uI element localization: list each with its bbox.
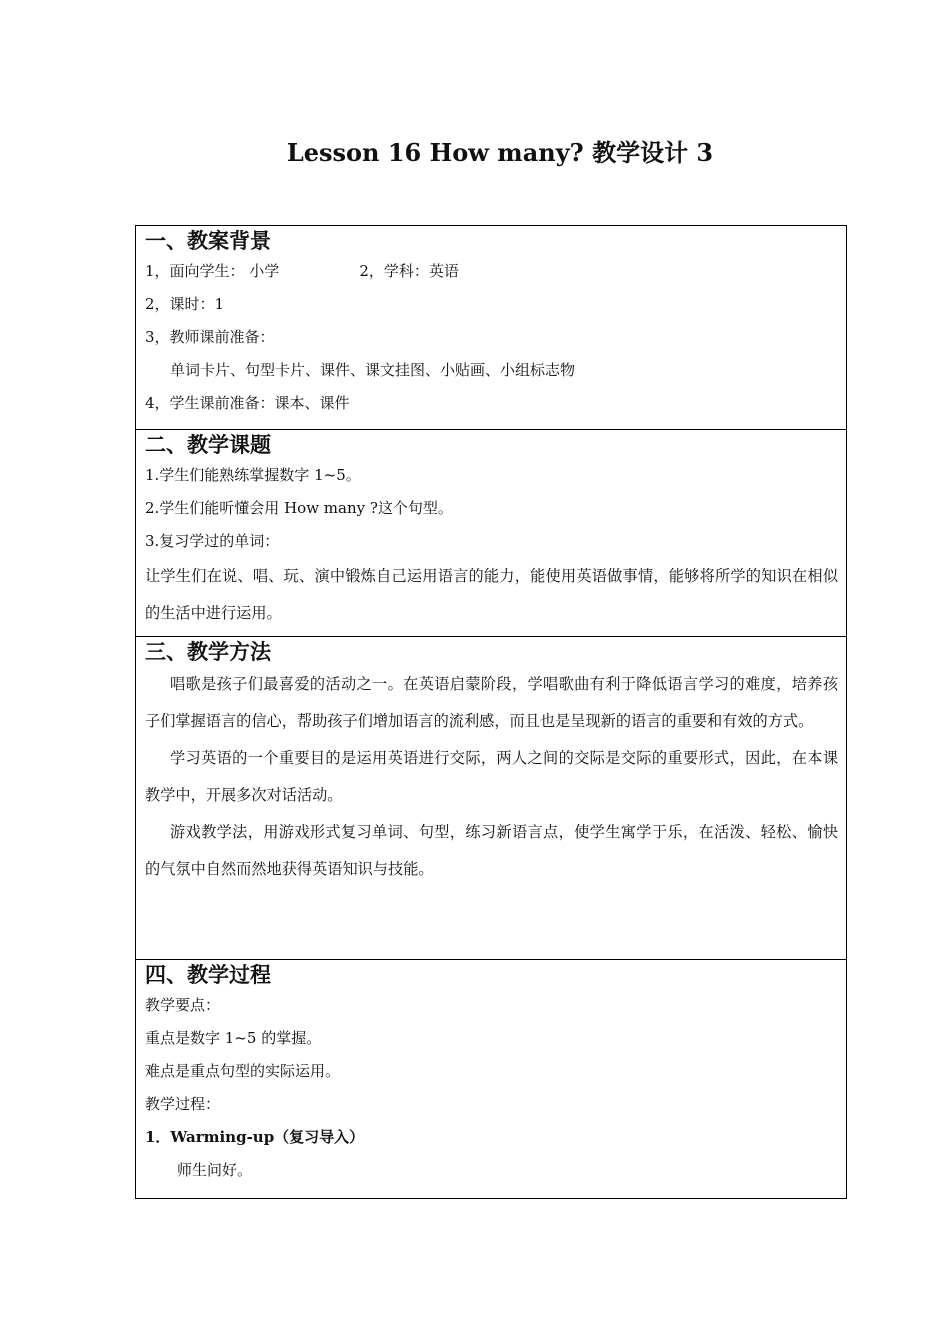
section-heading: 四、教学过程 bbox=[145, 962, 271, 987]
method-paragraph: 唱歌是孩子们最喜爱的活动之一。在英语启蒙阶段，学唱歌曲有利于降低语言学习的难度，培养孩子们掌握语言的信心，帮助孩子们增加语言的流利感，而且也是呈现新的语言的重要和有效的方式。 bbox=[145, 675, 838, 730]
section-topic bbox=[136, 430, 846, 637]
process-label: 教学过程： bbox=[145, 1095, 221, 1113]
method-paragraph: 学习英语的一个重要目的是运用英语进行交际，两人之间的交际是交际的重要形式，因此，在本课教学中，开展多次对话活动。 bbox=[145, 749, 838, 804]
subject-text: 2，学科：英语 bbox=[359, 262, 459, 280]
difficulty-text: 难点是重点句型的实际运用。 bbox=[145, 1062, 341, 1080]
teacher-prep-label: 3，教师课前准备： bbox=[145, 328, 275, 346]
step-text: 师生问好。 bbox=[177, 1161, 253, 1179]
lesson-plan-table bbox=[135, 225, 847, 1199]
method-paragraph: 游戏教学法，用游戏形式复习单词、句型，练习新语言点，使学生寓学于乐，在活泼、轻松、愉快的气氛中自然而然地获得英语知识与技能。 bbox=[145, 823, 838, 878]
section-process bbox=[136, 960, 846, 1198]
focus-text: 重点是数字 1~5 的掌握。 bbox=[145, 1029, 322, 1047]
list-item: 2.学生们能听懂会用 How many ?这个句型。 bbox=[145, 499, 453, 517]
audience-subject-line bbox=[145, 255, 838, 288]
step-heading: 1．Warming-up（复习导入） bbox=[145, 1128, 365, 1146]
page-title: Lesson 16 How many? 教学设计 3 bbox=[286, 138, 714, 167]
key-points-label: 教学要点： bbox=[145, 996, 221, 1014]
audience-text: 1，面向学生： 小学 bbox=[145, 262, 280, 280]
teacher-prep-items: 单词卡片、句型卡片、课件、课文挂图、小贴画、小组标志物 bbox=[170, 361, 576, 379]
student-prep-line: 4，学生课前准备：课本、课件 bbox=[145, 394, 350, 412]
section-heading: 二、教学课题 bbox=[145, 432, 271, 457]
section-background bbox=[136, 226, 846, 430]
list-item: 3.复习学过的单词： bbox=[145, 532, 280, 550]
section-heading: 三、教学方法 bbox=[145, 639, 271, 664]
hours-line: 2，课时：1 bbox=[145, 295, 225, 313]
list-item: 1.学生们能熟练掌握数字 1~5。 bbox=[145, 466, 361, 484]
section-heading: 一、教案背景 bbox=[145, 228, 271, 253]
section-methods bbox=[136, 637, 846, 960]
topic-paragraph: 让学生们在说、唱、玩、演中锻炼自己运用语言的能力，能使用英语做事情，能够将所学的知识在相似的生活中进行运用。 bbox=[145, 567, 838, 622]
